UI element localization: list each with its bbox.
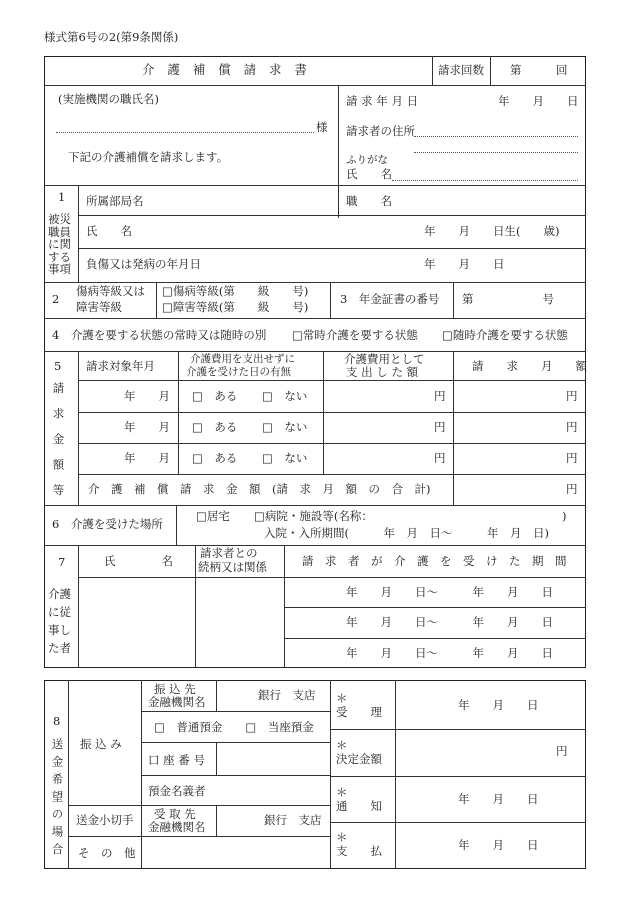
total-amount-label: 介 護 補 償 請 求 金 額 (請 求 月 額 の 合 計) bbox=[88, 482, 431, 496]
section-8-number: 8 bbox=[53, 714, 61, 728]
care-period-header: 請 求 者 が 介 護 を 受 け た 期 間 bbox=[302, 554, 567, 568]
address-label: 請求者の住所 bbox=[346, 124, 415, 138]
other-method-label: そ の 他 bbox=[78, 846, 136, 860]
remittance-check-label: 送金小切手 bbox=[76, 813, 134, 827]
address-field-line-1[interactable] bbox=[414, 136, 578, 137]
section-2-number: 2 bbox=[52, 292, 60, 306]
agency-name-line[interactable] bbox=[56, 132, 314, 133]
request-count-label: 請求回数 bbox=[438, 63, 484, 77]
section-5-number: 5 bbox=[54, 359, 62, 373]
deposit-type-checkboxes[interactable]: □ 普通預金 □ 当座預金 bbox=[154, 720, 314, 734]
row1-no-checkbox[interactable]: □ ない bbox=[262, 389, 308, 403]
dept-label: 所属部局名 bbox=[86, 194, 144, 208]
request-count-field[interactable]: 第 回 bbox=[510, 63, 568, 77]
section-8-side-label: 送金希望の場合 bbox=[50, 738, 65, 861]
grade-label-a: 傷病等級又は bbox=[76, 284, 145, 298]
facility-name-close: ) bbox=[562, 509, 567, 523]
row3-amount-yen[interactable]: 円 bbox=[566, 451, 578, 465]
cost-header-a: 介護費用として bbox=[344, 352, 425, 366]
decided-amount-yen[interactable]: 円 bbox=[556, 744, 568, 758]
account-number-label: 口 座 番 号 bbox=[148, 753, 205, 767]
form-id: 様式第6号の2(第9条関係) bbox=[44, 30, 179, 44]
row2-yes-checkbox[interactable]: □ ある bbox=[192, 420, 238, 434]
row3-cost-yen[interactable]: 円 bbox=[434, 451, 446, 465]
pension-cert-field[interactable]: 第 号 bbox=[462, 292, 554, 306]
injury-grade-checkbox[interactable]: □傷病等級(第 級 号) bbox=[162, 284, 309, 298]
receipt-label: 受 理 bbox=[336, 705, 382, 719]
row1-amount-yen[interactable]: 円 bbox=[566, 389, 578, 403]
section-5-side-label: 請求金額等 bbox=[51, 382, 66, 510]
recv-bank-name-field[interactable]: 銀行 支店 bbox=[264, 813, 322, 827]
requester-name-line[interactable] bbox=[392, 180, 578, 181]
no-pay-header-b: 介護を受けた日の有無 bbox=[186, 366, 291, 378]
hospital-checkbox[interactable]: □病院・施設等(名称： bbox=[254, 509, 373, 523]
care-period-row1[interactable]: 年 月 日～ 年 月 日 bbox=[346, 585, 553, 599]
disability-grade-checkbox[interactable]: □障害等級(第 級 号) bbox=[162, 300, 309, 314]
section-1-side-label: 被災職員に関する事項 bbox=[48, 212, 71, 276]
birth-date-field[interactable]: 年 月 日生( 歳) bbox=[424, 224, 560, 238]
care-state-label: 4 介護を要する状態の常時又は随時の別 bbox=[52, 328, 267, 342]
care-place-label: 6 介護を受けた場所 bbox=[52, 517, 163, 531]
request-date-field[interactable]: 年 月 日 bbox=[498, 94, 579, 108]
recv-bank-label-b: 金融機関名 bbox=[148, 820, 206, 834]
row1-month-field[interactable]: 年 月 bbox=[124, 389, 170, 403]
grade-label-b: 障害等級 bbox=[76, 300, 122, 314]
request-date-label: 請 求 年 月 日 bbox=[346, 94, 419, 108]
receipt-star: ＊ bbox=[336, 691, 348, 705]
decided-amount-label: 決定金額 bbox=[336, 752, 382, 766]
section-7-side-label: 介護に従事した者 bbox=[48, 587, 71, 655]
injury-date-label: 負傷又は発病の年月日 bbox=[86, 257, 201, 271]
address-field-line-2[interactable] bbox=[414, 152, 578, 153]
care-period-row2[interactable]: 年 月 日～ 年 月 日 bbox=[346, 615, 553, 629]
row2-amount-yen[interactable]: 円 bbox=[566, 420, 578, 434]
injury-date-field[interactable]: 年 月 日 bbox=[424, 257, 505, 271]
payment-star: ＊ bbox=[336, 830, 348, 844]
notice-date-field[interactable]: 年 月 日 bbox=[458, 792, 539, 806]
constant-care-checkbox[interactable]: □常時介護を要する状態 bbox=[292, 328, 418, 342]
total-amount-yen[interactable]: 円 bbox=[566, 482, 578, 496]
bank-transfer-label: 振 込 み bbox=[80, 737, 122, 751]
notice-star: ＊ bbox=[336, 785, 348, 799]
row2-no-checkbox[interactable]: □ ない bbox=[262, 420, 308, 434]
target-month-header: 請求対象年月 bbox=[86, 359, 155, 373]
row3-yes-checkbox[interactable]: □ ある bbox=[192, 451, 238, 465]
row2-month-field[interactable]: 年 月 bbox=[124, 420, 170, 434]
payment-date-field[interactable]: 年 月 日 bbox=[458, 838, 539, 852]
notice-label: 通 知 bbox=[336, 799, 382, 813]
section-7-number: 7 bbox=[58, 555, 66, 569]
bank-label-b: 金融機関名 bbox=[148, 695, 206, 709]
row3-month-field[interactable]: 年 月 bbox=[124, 451, 170, 465]
row1-yes-checkbox[interactable]: □ ある bbox=[192, 389, 238, 403]
no-pay-header-a: 介護費用を支出せずに bbox=[190, 353, 295, 365]
row3-no-checkbox[interactable]: □ ない bbox=[262, 451, 308, 465]
relation-header-b: 続柄又は関係 bbox=[198, 560, 267, 574]
section-1-number: 1 bbox=[58, 190, 66, 204]
decided-amount-star: ＊ bbox=[336, 738, 348, 752]
row2-cost-yen[interactable]: 円 bbox=[434, 420, 446, 434]
pension-cert-label: 3 年金証書の番号 bbox=[340, 292, 440, 306]
victim-name-label: 氏 名 bbox=[86, 224, 132, 238]
form-title: 介 護 補 償 請 求 書 bbox=[142, 62, 308, 77]
sama-label: 様 bbox=[316, 120, 328, 134]
admission-period-field[interactable]: 入院・入所期間( 年 月 日～ 年 月 日) bbox=[264, 526, 549, 540]
relation-header-a: 請求者との bbox=[200, 546, 258, 560]
caregiver-name-header: 氏 名 bbox=[104, 554, 173, 568]
occasional-care-checkbox[interactable]: □随時介護を要する状態 bbox=[442, 328, 568, 342]
monthly-amount-header: 請 求 月 額 bbox=[472, 359, 587, 373]
payment-label: 支 払 bbox=[336, 844, 382, 858]
receipt-date-field[interactable]: 年 月 日 bbox=[458, 698, 539, 712]
cost-header-b: 支 出 し た 額 bbox=[346, 365, 419, 379]
agency-label: (実施機関の職氏名) bbox=[58, 92, 159, 106]
job-title-label: 職 名 bbox=[346, 194, 392, 208]
account-holder-label: 預金名義者 bbox=[148, 784, 206, 798]
bank-label-a: 振 込 先 bbox=[154, 682, 196, 696]
furigana-label: ふりがな bbox=[346, 154, 388, 166]
care-period-row3[interactable]: 年 月 日～ 年 月 日 bbox=[346, 646, 553, 660]
recv-bank-label-a: 受 取 先 bbox=[154, 807, 196, 821]
bank-name-field[interactable]: 銀行 支店 bbox=[258, 688, 316, 702]
row1-cost-yen[interactable]: 円 bbox=[434, 389, 446, 403]
request-statement: 下記の介護補償を請求します。 bbox=[68, 150, 229, 164]
home-checkbox[interactable]: □居宅 bbox=[196, 509, 230, 523]
requester-name-label: 氏 名 bbox=[346, 167, 392, 181]
